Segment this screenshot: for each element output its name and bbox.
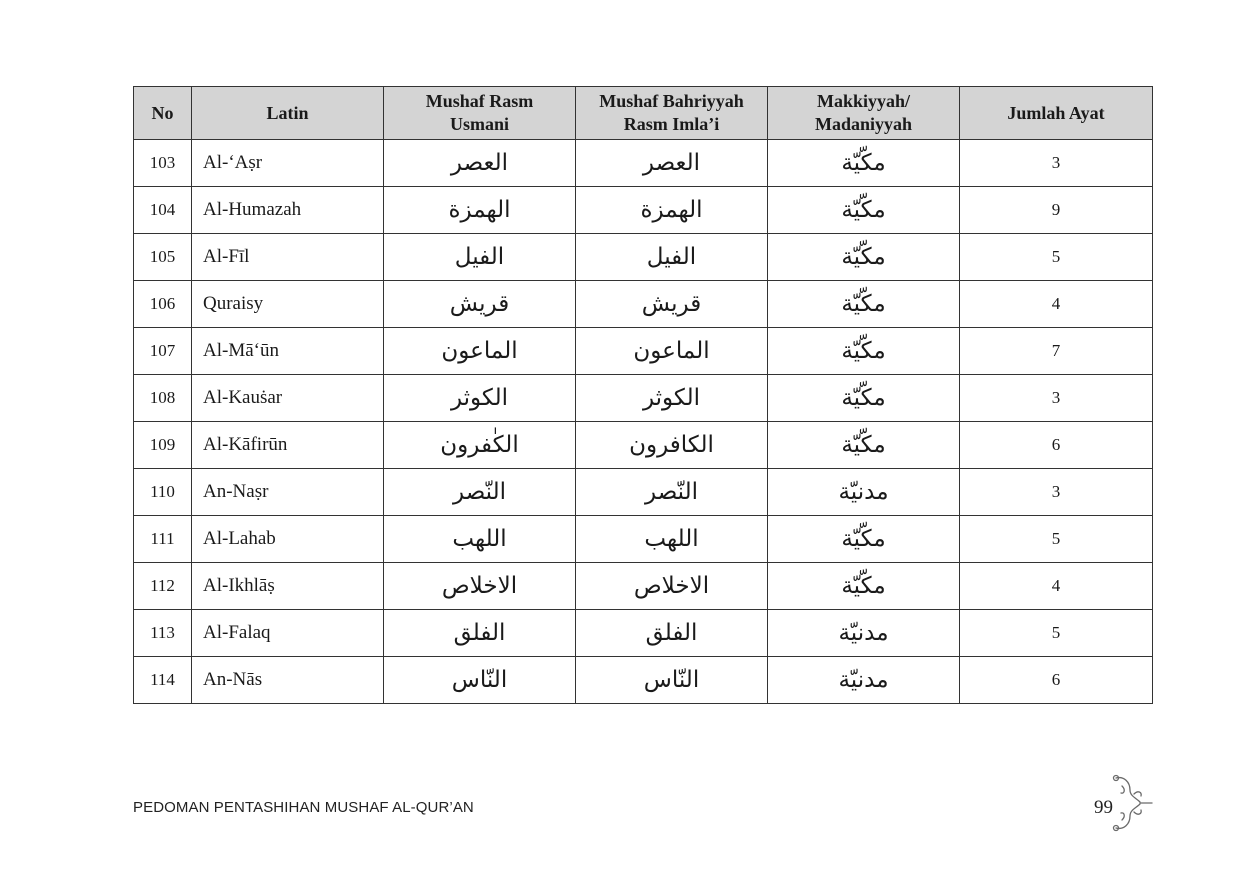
table-row xyxy=(134,469,1153,516)
header-bahriyyah-line1: Mushaf Bahriyyah xyxy=(599,91,744,111)
cell-bahriyyah: الكافرون xyxy=(576,422,768,469)
cell-rasm-usmani: الماعون xyxy=(384,328,576,375)
cell-jumlah-ayat: 6 xyxy=(960,422,1153,469)
cell-makkiyyah: مكّيّة xyxy=(768,422,960,469)
cell-bahriyyah: الهمزة xyxy=(576,187,768,234)
cell-no: 111 xyxy=(134,516,192,563)
header-makkiyyah-line2: Madaniyyah xyxy=(814,114,913,134)
table-row xyxy=(134,657,1153,704)
cell-jumlah-ayat: 3 xyxy=(960,469,1153,516)
header-makkiyyah-line1: Makkiyyah/ xyxy=(816,91,911,111)
header-jumlah-ayat: Jumlah Ayat xyxy=(960,87,1153,140)
cell-no: 114 xyxy=(134,657,192,704)
cell-latin: Al-Falaq xyxy=(192,610,384,657)
cell-bahriyyah: النّاس xyxy=(576,657,768,704)
cell-no: 113 xyxy=(134,610,192,657)
cell-makkiyyah: مدنيّة xyxy=(768,657,960,704)
header-no: No xyxy=(134,87,192,140)
cell-jumlah-ayat: 9 xyxy=(960,187,1153,234)
cell-latin: An-Naṣr xyxy=(192,469,384,516)
cell-bahriyyah: النّصر xyxy=(576,469,768,516)
cell-rasm-usmani: قريش xyxy=(384,281,576,328)
cell-bahriyyah: الكوثر xyxy=(576,375,768,422)
cell-latin: An-Nās xyxy=(192,657,384,704)
cell-rasm-usmani: الهمزة xyxy=(384,187,576,234)
header-makkiyyah xyxy=(768,87,960,140)
cell-no: 104 xyxy=(134,187,192,234)
table-row xyxy=(134,187,1153,234)
cell-bahriyyah: الماعون xyxy=(576,328,768,375)
cell-jumlah-ayat: 4 xyxy=(960,281,1153,328)
cell-makkiyyah: مكّيّة xyxy=(768,140,960,187)
cell-latin: Al-Kāfirūn xyxy=(192,422,384,469)
cell-makkiyyah: مدنيّة xyxy=(768,610,960,657)
cell-bahriyyah: الاخلاص xyxy=(576,563,768,610)
cell-no: 106 xyxy=(134,281,192,328)
cell-no: 110 xyxy=(134,469,192,516)
cell-jumlah-ayat: 3 xyxy=(960,140,1153,187)
cell-rasm-usmani: الاخلاص xyxy=(384,563,576,610)
cell-rasm-usmani: الفلق xyxy=(384,610,576,657)
cell-latin: Al-Fīl xyxy=(192,234,384,281)
cell-rasm-usmani: اللهب xyxy=(384,516,576,563)
table-header-row xyxy=(134,87,1153,140)
cell-latin: Al-‘Aṣr xyxy=(192,140,384,187)
cell-jumlah-ayat: 5 xyxy=(960,234,1153,281)
page-number: 99 xyxy=(1094,797,1113,818)
table-row xyxy=(134,328,1153,375)
cell-bahriyyah: الفلق xyxy=(576,610,768,657)
cell-makkiyyah: مكّيّة xyxy=(768,281,960,328)
cell-latin: Al-Lahab xyxy=(192,516,384,563)
header-latin: Latin xyxy=(192,87,384,140)
header-bahriyyah-line2: Rasm Imla’i xyxy=(623,114,720,134)
cell-rasm-usmani: الفيل xyxy=(384,234,576,281)
cell-rasm-usmani: العصر xyxy=(384,140,576,187)
cell-makkiyyah: مكّيّة xyxy=(768,187,960,234)
cell-makkiyyah: مكّيّة xyxy=(768,375,960,422)
cell-rasm-usmani: الكٰفرون xyxy=(384,422,576,469)
cell-makkiyyah: مكّيّة xyxy=(768,234,960,281)
cell-latin: Al-Mā‘ūn xyxy=(192,328,384,375)
cell-jumlah-ayat: 3 xyxy=(960,375,1153,422)
cell-no: 103 xyxy=(134,140,192,187)
footer-title: PEDOMAN PENTASHIHAN MUSHAF AL-QUR’AN xyxy=(133,799,474,816)
header-bahriyyah xyxy=(576,87,768,140)
cell-makkiyyah: مكّيّة xyxy=(768,328,960,375)
floral-ornament-icon xyxy=(1108,772,1154,834)
table-row xyxy=(134,516,1153,563)
cell-bahriyyah: اللهب xyxy=(576,516,768,563)
cell-makkiyyah: مكّيّة xyxy=(768,516,960,563)
table-row xyxy=(134,234,1153,281)
cell-jumlah-ayat: 5 xyxy=(960,516,1153,563)
table-row xyxy=(134,422,1153,469)
table-row xyxy=(134,563,1153,610)
cell-latin: Al-Kauṡar xyxy=(192,375,384,422)
cell-jumlah-ayat: 7 xyxy=(960,328,1153,375)
cell-rasm-usmani: النّاس xyxy=(384,657,576,704)
table-row xyxy=(134,140,1153,187)
cell-jumlah-ayat: 6 xyxy=(960,657,1153,704)
header-rasm-usmani-line2: Usmani xyxy=(449,114,509,134)
cell-jumlah-ayat: 4 xyxy=(960,563,1153,610)
cell-jumlah-ayat: 5 xyxy=(960,610,1153,657)
table-row xyxy=(134,281,1153,328)
table-row xyxy=(134,375,1153,422)
cell-bahriyyah: الفيل xyxy=(576,234,768,281)
cell-no: 108 xyxy=(134,375,192,422)
cell-bahriyyah: قريش xyxy=(576,281,768,328)
cell-no: 107 xyxy=(134,328,192,375)
cell-no: 112 xyxy=(134,563,192,610)
table-row xyxy=(134,610,1153,657)
cell-rasm-usmani: النّصر xyxy=(384,469,576,516)
cell-rasm-usmani: الكوثر xyxy=(384,375,576,422)
cell-makkiyyah: مكّيّة xyxy=(768,563,960,610)
cell-bahriyyah: العصر xyxy=(576,140,768,187)
cell-latin: Al-Ikhlāṣ xyxy=(192,563,384,610)
cell-no: 105 xyxy=(134,234,192,281)
cell-latin: Al-Humazah xyxy=(192,187,384,234)
cell-makkiyyah: مدنيّة xyxy=(768,469,960,516)
header-rasm-usmani-line1: Mushaf Rasm xyxy=(425,91,534,111)
cell-latin: Quraisy xyxy=(192,281,384,328)
surah-table xyxy=(133,86,1153,704)
header-rasm-usmani xyxy=(384,87,576,140)
cell-no: 109 xyxy=(134,422,192,469)
